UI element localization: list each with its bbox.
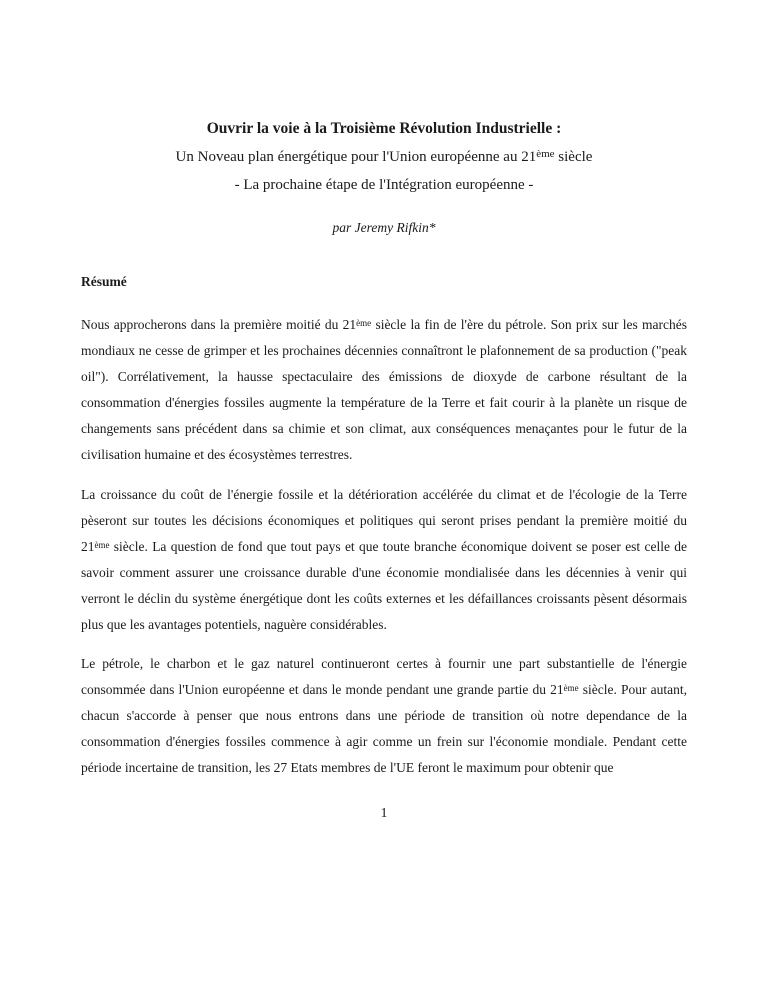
paragraph-text: La croissance du coût de l'énergie fossile et la détérioration accélérée du climat et de l'écologie de la Terre pèseront sur toutes les décisions économiques et politiques qui seront prises pendant la première moitié du 21 — [81, 487, 687, 554]
paragraph-superscript: ème — [356, 318, 372, 328]
paragraph — [81, 312, 687, 468]
paragraph-superscript: ème — [563, 683, 579, 693]
document-subtitle-secondary: - La prochaine étape de l'Intégration européenne - — [234, 177, 534, 193]
subtitle-text: Un Noveau plan énergétique pour l'Union européenne au 21 — [175, 149, 537, 165]
paragraph-superscript: ème — [94, 540, 110, 550]
paragraph — [81, 482, 687, 638]
paragraph-text-end: siècle. La question de fond que tout pays et que toute branche économique doivent se poser est celle de savoir comment assurer une croissance durable d'une économie mondialisée dans les décennies à venir qui verront le déclin du système énergétique dont les coûts externes et les défaillances croissants pèsent désormais plus que les avantages potentiels, naguère considérables. — [81, 539, 687, 632]
document-title: Ouvrir la voie à la Troisième Révolution Industrielle : — [206, 120, 562, 137]
paragraph-text: Nous approcherons dans la première moitié du 21 — [81, 317, 357, 332]
document-subtitle — [0, 149, 768, 166]
summary-heading: Résumé — [81, 274, 127, 289]
subtitle-superscript: ème — [536, 148, 555, 160]
paragraph-text-end: siècle la fin de l'ère du pétrole. Son prix sur les marchés mondiaux ne cesse de grimper et les prochaines décennies connaîtront le plafonnement de sa production ("peak oil"). Corrélativement, la hausse spectaculaire des émissions de dioxyde de carbone résultant de la consommation d'énergies fossiles augmente la température de la Terre et fait courir à la planète un risque de changements sans précédent dans sa chimie et son climat, aux conséquences menaçantes pour le futur de la civilisation humaine et des écosystèmes terrestres. — [81, 317, 687, 462]
author-byline: par Jeremy Rifkin* — [332, 220, 436, 235]
subtitle-text-end: siècle — [554, 149, 593, 165]
paragraph-text-end: siècle. Pour autant, chacun s'accorde à penser que nous entrons dans une période de transition où notre dependance de la consommation d'énergies fossiles commence à agir comme un frein sur l'économie mondiale. Pendant cette période incertaine de transition, les 27 Etats membres de l'UE feront le maximum pour obtenir que — [81, 682, 687, 775]
paragraph — [81, 651, 687, 781]
page-number: 1 — [380, 806, 388, 821]
paragraph-text: Le pétrole, le charbon et le gaz naturel continueront certes à fournir une part substantielle de l'énergie consommée dans l'Union européenne et dans le monde pendant une grande partie du 21 — [81, 656, 687, 697]
